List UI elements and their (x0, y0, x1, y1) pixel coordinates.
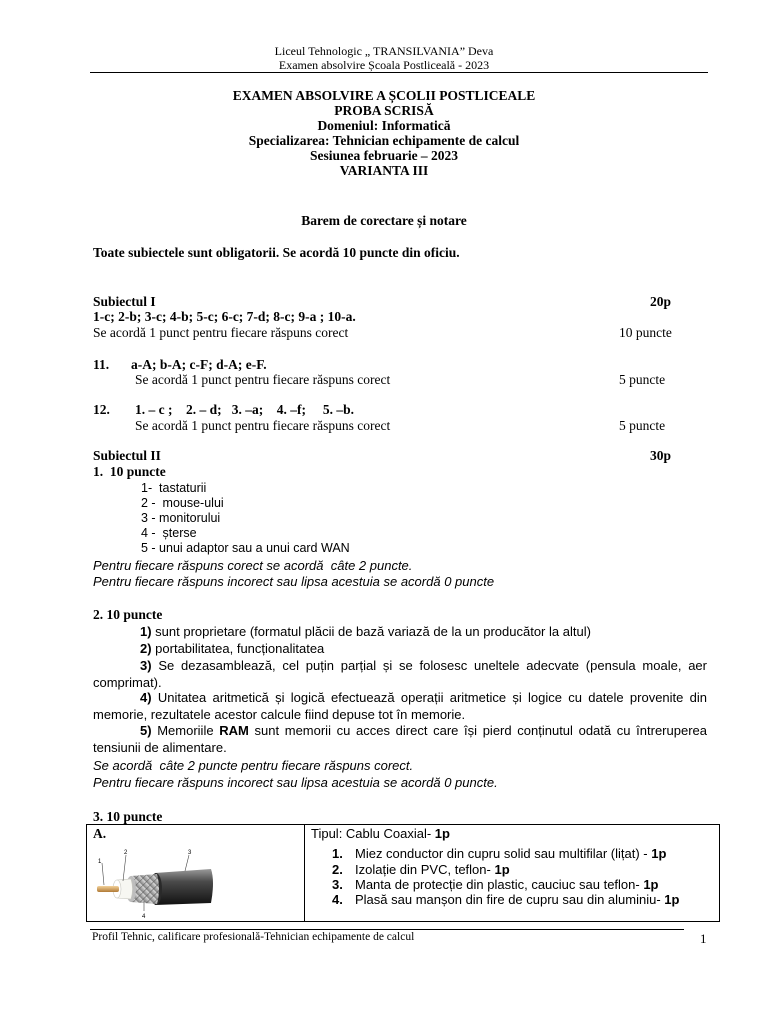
title-line-1: EXAMEN ABSOLVIRE A ȘCOLII POSTLICEALE (232, 88, 536, 103)
footer-rule (90, 929, 684, 930)
s1-points: 20p (650, 294, 672, 309)
q12-note: Se acordă 1 punct pentru fiecare răspuns corect (135, 418, 391, 433)
q2-answer-2: 2) portabilitatea, funcționalitatea (140, 641, 325, 656)
q3-item-4: 4. Plasă sau manșon din fire de cupru sau din aluminiu- 1p (332, 892, 680, 907)
title-line-6: VARIANTA III (339, 163, 429, 178)
q3-label: A. (93, 826, 107, 841)
q11-note: Se acordă 1 punct pentru fiecare răspuns corect (135, 372, 391, 387)
q3-table (86, 824, 720, 922)
q2-note-incorrect: Pentru fiecare răspuns incorect sau lipsa acestuia se acordă 0 puncte. (93, 775, 498, 790)
q11-answers: a-A; b-A; c-F; d-A; e-F. (131, 357, 267, 372)
fig-label-2: 2 (124, 850, 128, 856)
q12-answers: 1. – c ; 2. – d; 3. –a; 4. –f; 5. –b. (135, 402, 354, 417)
q1-note-correct: Pentru fiecare răspuns corect se acordă câte 2 puncte. (93, 558, 413, 573)
s2-title: Subiectul II (93, 448, 161, 463)
s1-note-points: 10 puncte (619, 325, 672, 340)
header-school: Liceul Tehnologic „ TRANSILVANIA” Deva (274, 44, 494, 58)
footer-text: Profil Tehnic, calificare profesională-Tehnician echipamente de calcul (92, 931, 415, 943)
q11-points: 5 puncte (619, 372, 666, 387)
header-exam: Examen absolvire Școala Postliceală - 2023 (278, 58, 490, 72)
q1-item: 4 - șterse (141, 526, 197, 540)
q3-title: 3. 10 puncte (93, 809, 163, 824)
q1-title: 1. 10 puncte (93, 464, 166, 479)
q3-table-divider (304, 825, 305, 921)
q3-item-3: 3. Manta de protecție din plastic, cauciuc sau teflon- 1p (332, 877, 659, 892)
q2-title: 2. 10 puncte (93, 607, 163, 622)
title-line-3: Domeniul: Informatică (317, 118, 451, 133)
q2-answer-3: 3) Se dezasamblează, cel puțin parțial și se folosesc uneltele adecvate (pensula moale, aer comprimat). (93, 658, 707, 690)
intro-text: Toate subiectele sunt obligatorii. Se acordă 10 puncte din oficiu. (93, 245, 460, 260)
barem-title: Barem de corectare și notare (301, 213, 467, 228)
header-rule (90, 72, 708, 73)
q11-number: 11. (93, 357, 110, 372)
title-line-5: Sesiunea februarie – 2023 (309, 148, 459, 163)
q2-note-correct: Se acordă câte 2 puncte pentru fiecare răspuns corect. (93, 758, 414, 773)
coaxial-cable-image (93, 843, 217, 919)
s1-title: Subiectul I (93, 294, 156, 309)
s2-points: 30p (650, 448, 672, 463)
q1-item: 5 - unui adaptor sau a unui card WAN (141, 541, 350, 555)
q3-item-1: 1. Miez conductor din cupru solid sau multifilar (lițat) - 1p (332, 846, 667, 861)
s1-answers: 1-c; 2-b; 3-c; 4-b; 5-c; 6-c; 7-d; 8-c; 9-a ; 10-a. (93, 309, 356, 324)
q3-item-2: 2. Izolație din PVC, teflon- 1p (332, 862, 510, 877)
q2-answer-1: 1) sunt proprietare (formatul plăcii de bază variază de la un producător la altul) (140, 624, 591, 639)
fig-label-3: 3 (188, 850, 192, 856)
q12-points: 5 puncte (619, 418, 666, 433)
title-line-4: Specializarea: Tehnician echipamente de calcul (248, 133, 520, 148)
q1-item: 1- tastaturii (141, 481, 207, 495)
q2-answer-4: 4) Unitatea aritmetică și logică efectuează operații aritmetice și logice cu datele provenite din memorie, rezultatele acestor calcule fiind depuse tot în memorie. (93, 690, 707, 722)
fig-label-1: 1 (98, 859, 102, 865)
q1-item: 2 - mouse-ului (141, 496, 224, 510)
q1-item: 3 - monitorului (141, 511, 221, 525)
page-number: 1 (700, 931, 707, 946)
title-line-2: PROBA SCRISĂ (334, 103, 434, 118)
s1-note: Se acordă 1 punct pentru fiecare răspuns corect (93, 325, 349, 340)
q2-answer-5: 5) Memoriile RAM sunt memorii cu acces direct care își pierd conținutul odată cu întreruperea tensiunii de alimentare. (93, 723, 707, 755)
q12-number: 12. (93, 402, 110, 417)
fig-label-4: 4 (142, 914, 146, 919)
q1-note-incorrect: Pentru fiecare răspuns incorect sau lipsa acestuia se acordă 0 puncte (93, 574, 495, 589)
q3-cable-type: Tipul: Cablu Coaxial- 1p (311, 826, 450, 841)
